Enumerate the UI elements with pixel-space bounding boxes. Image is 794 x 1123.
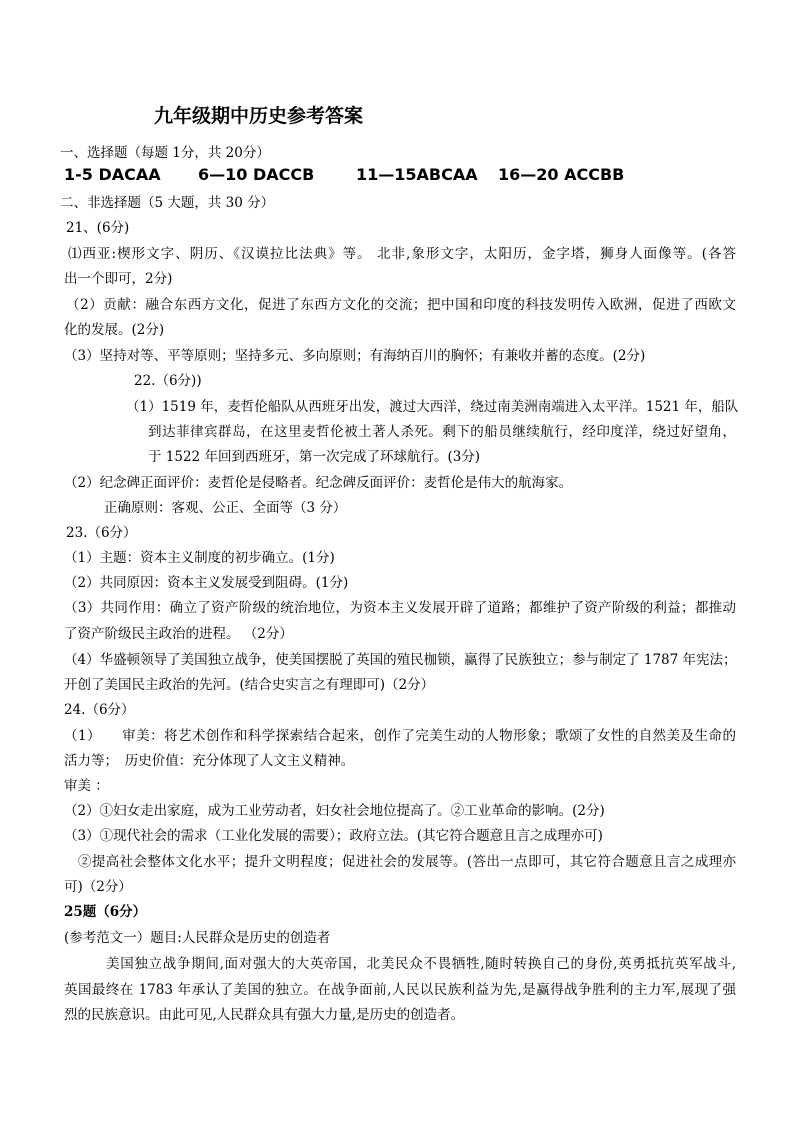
q23-answer-2: （2）共同原因：资本主义发展受到阻碍。(1分) xyxy=(64,575,349,591)
answer-group-16-20: 16—20 ACCBB xyxy=(498,165,625,184)
q23-number: 23.（6分） xyxy=(66,525,137,541)
q23-answer-3-line2: 了资产阶级民主政治的进程。 （2分） xyxy=(64,626,293,642)
q21-answer-1-line2: 出一个即可，2分) xyxy=(64,271,173,287)
q22-principle: 正确原则：客观、公正、全面等（3 分） xyxy=(104,500,347,516)
q23-answer-4-line2: 开创了美国民主政治的先河。(结合史实言之有理即可)（2分） xyxy=(64,677,435,693)
q22-answer-1-line2: 到达菲律宾群岛，在这里麦哲伦被土著人杀死。剩下的船员继续航行，经印度洋，绕过好望角， xyxy=(148,424,736,440)
q21-answer-2-line2: 化的发展。(2分) xyxy=(64,322,165,338)
q22-answer-2: （2）纪念碑正面评价：麦哲伦是侵略者。纪念碑反面评价：麦哲伦是伟大的航海家。 xyxy=(64,475,573,491)
q24-answer-3-line3: 可)（2分） xyxy=(64,879,132,895)
section-heading-choice: 一、选择题（每题 1分，共 20分） xyxy=(60,145,270,161)
q24-label-aesthetic: 审美 ： xyxy=(64,778,109,794)
q23-answer-4-line1: （4）华盛顿领导了美国独立战争，使美国摆脱了英国的殖民枷锁，赢得了民族独立；参与制定了 1787 年宪法； xyxy=(64,652,737,668)
q21-answer-1-line1: ⑴西亚:楔形文字、阴历、《汉谟拉比法典》等。 北非,象形文字，太阳历，金字塔，狮身人面像等。(各答 xyxy=(68,246,736,262)
q22-answer-1-line3: 于 1522 年回到西班牙，第一次完成了环球航行。(3分) xyxy=(148,449,481,465)
q24-answer-1-line2: 活力等； 历史价值：充分体现了人文主义精神。 xyxy=(64,753,355,769)
q25-paragraph-line2: 英国最终在 1783 年承认了美国的独立。在战争面前,人民以民族利益为先,是赢得战争胜利的主力军,展现了强 xyxy=(64,982,736,998)
q22-answer-1-line1: （1）1519 年，麦哲伦船队从西班牙出发，渡过大西洋，绕过南美洲南端进入太平洋。1521 年，船队 xyxy=(126,399,739,415)
q21-answer-3: （3）坚持对等、平等原则；坚持多元、多向原则；有海纳百川的胸怀；有兼收并蓄的态度。(2分) xyxy=(64,348,646,364)
answer-group-1-5: 1-5 DACAA xyxy=(64,165,161,184)
q24-answer-3-line2: ②提高社会整体文化水平；提升文明程度；促进社会的发展等。(答出一点即可，其它符合题意且言之成理亦 xyxy=(78,854,736,870)
section-heading-nonchoice: 二、非选择题（5 大题，共 30 分） xyxy=(60,195,275,211)
q25-number: 25题（6分） xyxy=(64,904,147,920)
q24-answer-1-line1: （1） 审美：将艺术创作和科学探索结合起来，创作了完美生动的人物形象；歌颂了女性的自然美及生命的 xyxy=(64,728,736,744)
q23-answer-3-line1: （3）共同作用：确立了资产阶级的统治地位，为资本主义发展开辟了道路；都维护了资产阶级的利益；都推动 xyxy=(64,600,736,616)
q25-sample-title: (参考范文一）题目:人民群众是历史的创造者 xyxy=(64,930,331,946)
q25-paragraph-line1: 美国独立战争期间,面对强大的大英帝国，北美民众不畏牺牲,随时转换自己的身份,英勇抵抗英军战斗, xyxy=(106,956,736,972)
q24-answer-3-line1: （3）①现代社会的需求（工业化发展的需要）；政府立法。(其它符合题意且言之成理亦可) xyxy=(64,828,603,844)
q24-number: 24.（6分） xyxy=(64,702,135,718)
answer-group-6-10: 6—10 DACCB xyxy=(198,165,315,184)
q25-paragraph-line3: 烈的民族意识。由此可见,人民群众具有强大力量,是历史的创造者。 xyxy=(64,1007,465,1023)
q24-answer-2: （2）①妇女走出家庭，成为工业劳动者，妇女社会地位提高了。②工业革命的影响。(2分) xyxy=(64,803,605,819)
q21-number: 21、(6分) xyxy=(66,220,130,236)
q21-answer-2-line1: （2）贡献：融合东西方文化，促进了东西方文化的交流；把中国和印度的科技发明传入欧洲，促进了西欧文 xyxy=(66,297,736,313)
q22-number: 22.（6分)) xyxy=(134,373,202,389)
answer-group-11-15: 11—15ABCAA xyxy=(356,165,478,184)
q23-answer-1: （1）主题：资本主义制度的初步确立。(1分) xyxy=(64,550,335,566)
choice-answers-row xyxy=(0,164,794,188)
page-title: 九年级期中历史参考答案 xyxy=(154,105,364,127)
